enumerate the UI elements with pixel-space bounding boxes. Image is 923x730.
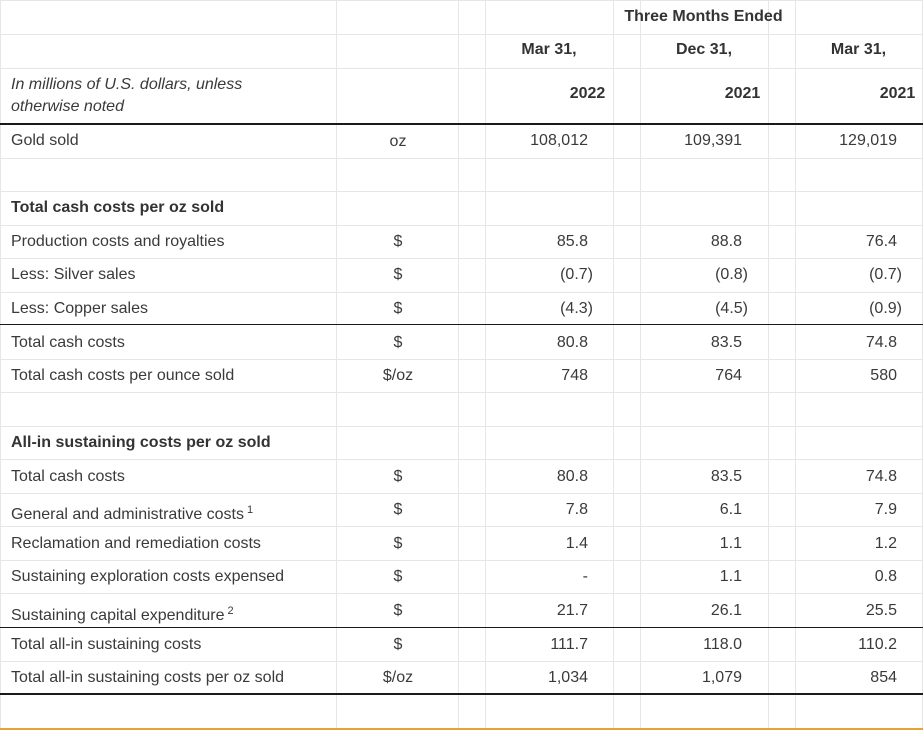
row-value: (0.7) <box>560 266 593 283</box>
row-value: 109,391 <box>684 132 742 149</box>
row-value: 76.4 <box>865 233 897 250</box>
group-header: Three Months Ended <box>624 8 783 25</box>
subtotal-rule <box>0 324 923 325</box>
col3-month: Mar 31, <box>830 41 887 58</box>
row-unit: $ <box>393 602 403 619</box>
row-label: Sustaining exploration costs expensed <box>11 568 285 585</box>
grid-line <box>0 560 923 561</box>
row-label: Reclamation and remediation costs <box>11 535 261 552</box>
total-rule <box>0 693 923 695</box>
grid-line <box>0 593 923 594</box>
grid-line <box>613 0 614 730</box>
grid-line <box>0 426 923 427</box>
row-unit: $ <box>393 535 403 552</box>
grid-line <box>0 526 923 527</box>
row-label: Total cash costs <box>11 468 125 485</box>
row-value: 80.8 <box>556 334 588 351</box>
row-value: (0.7) <box>869 266 902 283</box>
row-value: (4.5) <box>715 300 748 317</box>
row-value: 88.8 <box>710 233 742 250</box>
grid-line <box>0 0 1 730</box>
row-value: 1.1 <box>719 568 742 585</box>
row-unit: $ <box>393 636 403 653</box>
row-value: 110.2 <box>858 636 897 653</box>
grid-line <box>0 258 923 259</box>
section-heading: All-in sustaining costs per oz sold <box>11 434 271 451</box>
row-value: 108,012 <box>530 132 588 149</box>
row-value: 74.8 <box>865 468 897 485</box>
row-value: 26.1 <box>710 602 742 619</box>
col1-month: Mar 31, <box>521 41 577 58</box>
row-label: Less: Copper sales <box>11 300 148 317</box>
row-value: 1,079 <box>701 669 742 686</box>
row-value: 764 <box>715 367 742 384</box>
section-heading: Total cash costs per oz sold <box>11 199 225 216</box>
row-label: Gold sold <box>11 132 79 149</box>
footnote-marker: 2 <box>227 605 234 617</box>
grid-line <box>795 0 796 730</box>
col1-year: 2022 <box>569 85 606 102</box>
units-note: In millions of U.S. dollars, unless otherwise noted <box>11 76 243 115</box>
grid-line <box>0 225 923 226</box>
row-value: 83.5 <box>710 334 742 351</box>
grid-line <box>0 359 923 360</box>
row-label-text: Sustaining capital expenditure <box>11 607 225 624</box>
grid-line <box>0 34 923 35</box>
row-value: 83.5 <box>710 468 742 485</box>
row-value: (0.8) <box>715 266 748 283</box>
grid-line <box>0 292 923 293</box>
row-label: Less: Silver sales <box>11 266 136 283</box>
row-unit: oz <box>389 133 407 150</box>
row-value: - <box>582 568 588 585</box>
row-label: Total all-in sustaining costs per oz sold <box>11 669 285 686</box>
row-value: (0.9) <box>869 300 902 317</box>
row-value: 129,019 <box>839 132 897 149</box>
row-value: 1.1 <box>719 535 742 552</box>
row-value: 1,034 <box>547 669 588 686</box>
row-unit: $ <box>393 300 403 317</box>
footnote-marker: 1 <box>247 504 254 516</box>
row-value: 21.7 <box>556 602 588 619</box>
subtotal-rule <box>0 627 923 628</box>
row-value: 111.7 <box>550 636 588 653</box>
grid-line <box>0 661 923 662</box>
row-label: Total cash costs per ounce sold <box>11 367 235 384</box>
row-label <box>11 500 253 525</box>
col2-month: Dec 31, <box>675 41 733 58</box>
row-unit: $ <box>393 266 403 283</box>
row-unit: $/oz <box>382 367 414 384</box>
col2-year: 2021 <box>724 85 761 102</box>
row-label: Total cash costs <box>11 334 125 351</box>
row-value: 7.8 <box>565 501 588 518</box>
row-unit: $ <box>393 468 403 485</box>
grid-line <box>0 493 923 494</box>
row-value: 1.2 <box>874 535 897 552</box>
row-unit: $ <box>393 501 403 518</box>
row-value: 25.5 <box>865 602 897 619</box>
grid-line <box>0 191 923 192</box>
row-unit: $ <box>393 233 403 250</box>
row-value: (4.3) <box>560 300 593 317</box>
row-value: 580 <box>870 367 897 384</box>
row-unit: $ <box>393 568 403 585</box>
row-label: Production costs and royalties <box>11 233 225 250</box>
grid-line <box>0 158 923 159</box>
row-value: 7.9 <box>874 501 897 518</box>
header-rule <box>0 123 923 125</box>
grid-line <box>0 68 923 69</box>
row-unit: $ <box>393 334 403 351</box>
grid-line <box>0 0 923 1</box>
row-label: Total all-in sustaining costs <box>11 636 202 653</box>
row-value: 1.4 <box>565 535 588 552</box>
grid-line <box>485 0 486 730</box>
grid-line <box>0 392 923 393</box>
row-value: 6.1 <box>719 501 742 518</box>
row-label <box>11 601 234 626</box>
grid-line <box>768 0 769 730</box>
row-value: 74.8 <box>865 334 897 351</box>
row-value: 0.8 <box>874 568 897 585</box>
row-value: 748 <box>561 367 588 384</box>
row-value: 80.8 <box>556 468 588 485</box>
row-value: 118.0 <box>703 636 742 653</box>
col3-year: 2021 <box>879 85 916 102</box>
row-value: 85.8 <box>556 233 588 250</box>
row-label-text: General and administrative costs <box>11 506 244 523</box>
grid-line <box>640 0 641 730</box>
row-value: 854 <box>870 669 897 686</box>
row-unit: $/oz <box>382 669 414 686</box>
grid-line <box>0 459 923 460</box>
